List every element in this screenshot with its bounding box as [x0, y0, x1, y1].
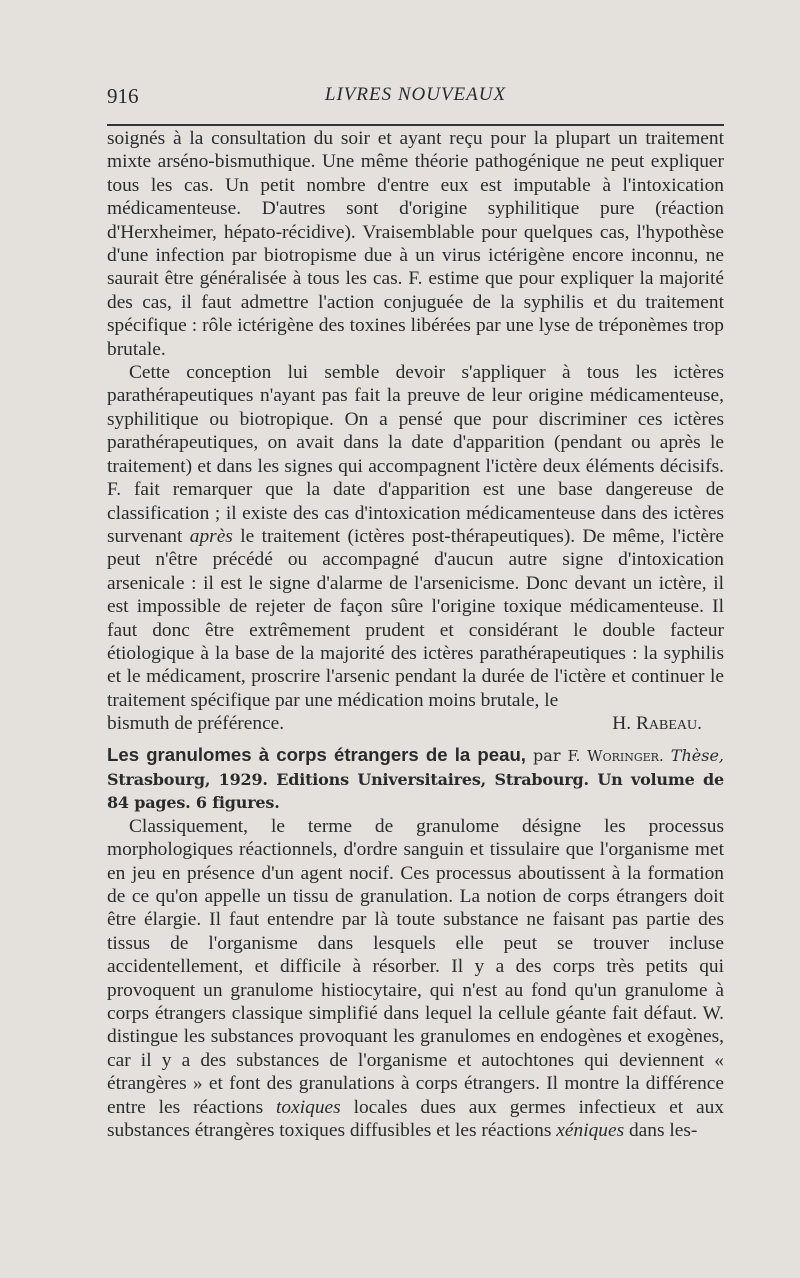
- page-number: 916: [107, 84, 139, 108]
- review2-type: Thèse,: [663, 745, 725, 765]
- review2-paragraph-1: Classiquement, le terme de granulome désigne les processus morphologiques réactionnels, d'ordre sanguin et tissulaire que l'organisme met en jeu en présence d'un agent nocif. Ces processus aboutissent à la formation de ce qu'on appelle un tissu de granulation. La notion de corps étrangers doit être élargie. Il faut entendre par là toute substance ne faisant pas partie des tissus de l'organisme dans lesquels elle peut se trouver incluse accidentellement, et difficile à résorber. Il y a des corps très petits qui provoquent un granulome histiocytaire, qui n'est au fond qu'un granulome à corps étrangers classique simplifié dans lequel la cellule géante fait défaut. W. distingue les substances provoquant les granulomes en endogènes et exogènes, car il y a des substances de l'organisme et autochtones qui deviennent « étrangères » et font des granulations à corps étrangers. Il montre la différence entre les réactions toxiques locales dues aux germes infectieux et aux substances étrangères toxiques diffusibles et les réactions xéniques dans les-: [107, 815, 724, 1142]
- review2-author: F. Woringer.: [567, 746, 664, 765]
- review2-reference: Strasbourg, 1929. Editions Universitaires, Strabourg. Un volume de 84 pages. 6 figures.: [107, 769, 724, 813]
- review1-signature: H. Rabeau.: [612, 713, 702, 735]
- emphasis-xeniques: xéniques: [556, 1120, 625, 1142]
- review2-heading: Les granulomes à corps étrangers de la peau, par F. Woringer. Thèse, Strasbourg, 1929. Editions Universitaires, Strabourg. Un volume de 84 pages. 6 figures.: [107, 743, 725, 813]
- review1-last-line: bismuth de préférence.: [107, 713, 285, 735]
- emphasis-toxiques: toxiques: [276, 1096, 341, 1118]
- review1-signature-line: [107, 712, 724, 735]
- review2-title: Les granulomes à corps étrangers de la peau,: [107, 743, 526, 765]
- review1-paragraph-1: soignés à la consultation du soir et ayant reçu pour la plupart un traitement mixte arséno-bismuthique. Une même théorie pathogénique ne peut expliquer tous les cas. Un petit nombre d'entre eux est imputable à l'intoxication médicamenteuse. D'autres sont d'origine syphilitique pure (réaction d'Herxheimer, hépato-récidive). Vraisemblable pour quelques cas, l'hypothèse d'une infection par biotropisme due à un virus ictérigène encore inconnu, ne saurait être généralisée à tous les cas. F. estime que pour expliquer la majorité des cas, il faut admettre l'action conjuguée de la syphilis et du traitement spécifique : rôle ictérigène des toxines libérées par une lyse de tréponèmes trop brutale.: [107, 128, 724, 360]
- running-title: LIVRES NOUVEAUX: [324, 84, 507, 105]
- review1-paragraph-2: Cette conception lui semble devoir s'appliquer à tous les ictères parathérapeutiques n'ayant pas fait la preuve de leur origine médicamenteuse, syphilitique ou biotropique. On a pensé que pour discriminer ces ictères parathérapeutiques, on avait dans la date d'apparition (pendant ou après le traitement) et dans les signes qui accompagnent l'ictère deux éléments décisifs. F. fait remarquer que la date d'apparition est une base dangereuse de classification ; il existe des cas d'intoxication médicamenteuse dans des ictères survenant après le traitement (ictères post-thérapeutiques). De même, l'ictère peut n'être précédé ou accompagné d'aucun autre signe d'intoxication arsenicale : il est le signe d'alarme de l'arsenicisme. Donc devant un ictère, il est impossible de rejeter de façon sûre l'origine toxique médicamenteuse. Il faut donc être extrêmement prudent et considérant le double facteur étiologique à la base de la majorité des ictères parathérapeutiques : la syphilis et le médicament, proscrire l'arsenic pendant la durée de l'ictère et continuer le traitement spécifique par une médication moins brutale, le: [107, 362, 725, 711]
- page-header: [107, 84, 724, 114]
- page-body: [107, 127, 724, 1142]
- emphasis-apres: après: [189, 525, 233, 547]
- header-rule: [107, 124, 724, 126]
